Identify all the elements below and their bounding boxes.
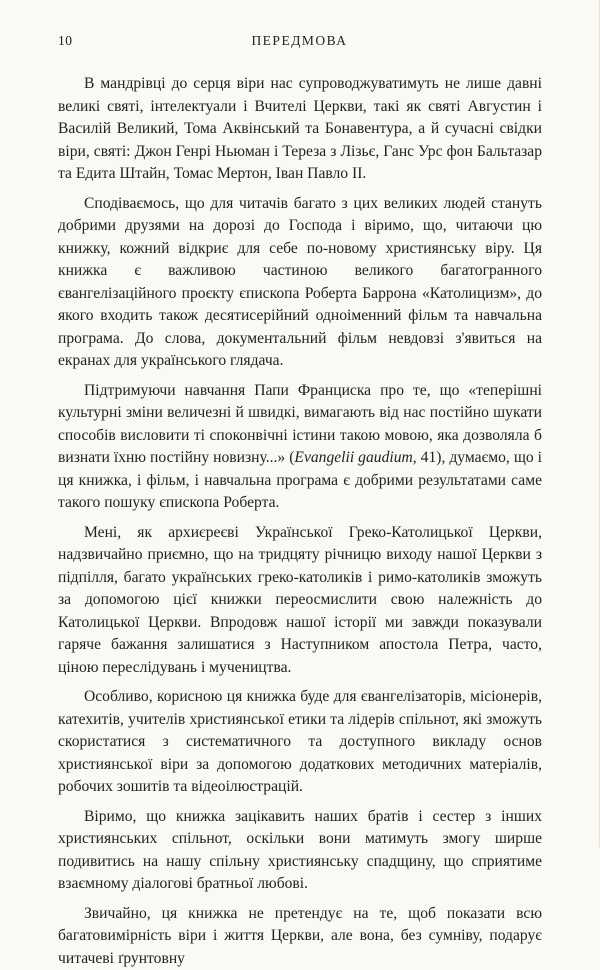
paragraph: Особливо, корисною ця книжка буде для євангелізаторів, місіонерів, катехитів, учителів християнської етики та лідерів спільнот, які зможуть скористатися з систематичного та доступного викладу основ християнської віри за допомогою додаткових методичних матеріалів, робочих зошитів та відеоілюстрацій. bbox=[58, 686, 542, 799]
paragraph: Сподіваємось, що для читачів багато з цих великих людей стануть добрими друзями на дорозі до Господа і віримо, що, читаючи цю книжку, кожний відкриє для себе по-новому християнську віру. Ця книжка є важливою частиною великого багатогранного євангелізаційного проєкту єпископа Роберта Баррона «Католицизм», до якого входить також десятисерійний одноіменний фільм та навчальна програма. До слова, документальний фільм невдовзі з'явиться на екранах для українського глядача. bbox=[58, 193, 542, 373]
paragraph-text: Підтримуючи навчання Папи Франциска про те, що «теперішні культурні зміни величезні й швидкі, вимагають від нас постійно шукати способів висловити ті споконвічні істини такою мовою, яка дозволяла б визнати їхню постійну новизну...» ( bbox=[58, 382, 542, 467]
running-title: ПЕРЕДМОВА bbox=[58, 33, 541, 49]
paragraph: Віримо, що книжка зацікавить наших братів і сестер з інших християнських спільнот, оскільки вони матимуть змогу ширше подивитись на нашу спільну християнську спадщину, що сприятиме взаємному діалогові братньої любові. bbox=[58, 806, 542, 896]
paragraph: Мені, як архиєреєві Української Греко-Католицької Церкви, надзвичайно приємно, що на тридцяту річницю виходу нашої Церкви з підпілля, багато українських греко-католиків і римо-католиків зможуть за допомогою цієї книжки переосмислити свою належність до Католицької Церкви. Впродовж нашої історії ми завжди показували гаряче бажання залишатися з Наступником апостола Петра, часто, ціною переслідувань і мучеництва. bbox=[58, 522, 542, 680]
page-header bbox=[58, 33, 541, 53]
paragraph: Звичайно, ця книжка не претендує на те, щоб показати всю багатовимірність віри і життя Церкви, але вона, без сумніву, подарує читачеві ґрунтовну bbox=[58, 903, 542, 970]
paragraph: В мандрівці до серця віри нас супроводжуватимуть не лише давні великі святі, інтелектуали і Вчителі Церкви, такі як святі Августин і Василій Великий, Тома Аквінський та Бонавентура, а й сучасні свідки віри, святі: Джон Генрі Ньюман і Тереза з Лізьє, Ганс Урс фон Бальтазар та Едита Штайн, Томас Мертон, Іван Павло II. bbox=[58, 73, 542, 186]
paragraph-text: , 41), думаємо, що і ця книжка, і фільм, і навчальна програма є добрими результатами саме такого пошуку єпископа Роберта. bbox=[58, 449, 542, 511]
page-number: 10 bbox=[58, 33, 73, 49]
body-text bbox=[58, 73, 542, 970]
paragraph-with-citation bbox=[58, 380, 542, 515]
citation-title: Evangelii gaudium bbox=[294, 449, 412, 466]
